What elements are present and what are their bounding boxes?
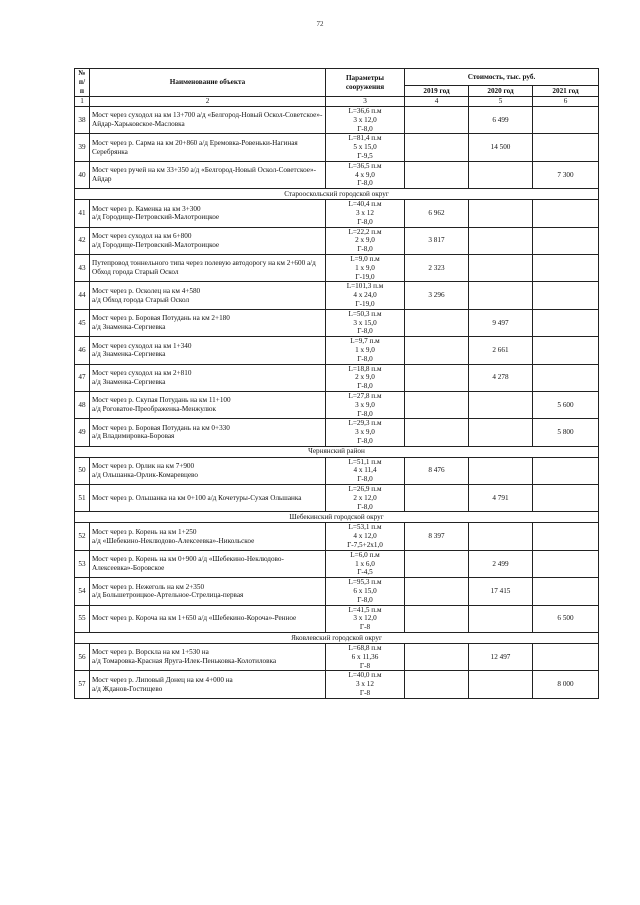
structure-params: L=36,5 п.м 4 x 9,0 Г-8,0 <box>326 161 405 188</box>
structure-params: L=95,3 п.м 6 x 15,0 Г-8,0 <box>326 578 405 605</box>
structure-params: L=18,8 п.м 2 x 9,0 Г-8,0 <box>326 364 405 391</box>
cost-2020 <box>469 523 533 550</box>
cost-2019 <box>405 107 469 134</box>
cost-2019: 8 397 <box>405 523 469 550</box>
structure-params: L=81,4 п.м 5 x 15,0 Г-9,5 <box>326 134 405 161</box>
section-title: Шебекинский городской округ <box>75 512 599 523</box>
cost-2021 <box>533 200 599 227</box>
cost-2019: 8 476 <box>405 457 469 484</box>
cost-2021: 5 800 <box>533 419 599 446</box>
row-number: 40 <box>75 161 90 188</box>
cost-2020: 12 497 <box>469 644 533 671</box>
row-number: 50 <box>75 457 90 484</box>
cost-2021 <box>533 337 599 364</box>
col-number: 3 <box>326 97 405 107</box>
table-row <box>75 107 599 134</box>
table-body <box>75 107 599 699</box>
cost-2019 <box>405 419 469 446</box>
cost-2020: 4 278 <box>469 364 533 391</box>
cost-2021 <box>533 578 599 605</box>
object-name: Мост через р. Скупая Потудань на км 11+100 а/д Роговатое-Преображенка-Менжулюк <box>90 391 326 418</box>
object-name: Мост через р. Короча на км 1+650 а/д «Шебекино-Короча»-Ренное <box>90 605 326 632</box>
structure-params: L=68,8 п.м 6 x 11,36 Г-8 <box>326 644 405 671</box>
table-row <box>75 282 599 309</box>
table-row <box>75 605 599 632</box>
header-cost: Стоимость, тыс. руб. <box>405 69 599 86</box>
object-name: Мост через суходол на км 6+800 а/д Городище-Петровский-Малотроицкое <box>90 227 326 254</box>
cost-2021: 8 000 <box>533 671 599 698</box>
cost-2020: 17 415 <box>469 578 533 605</box>
col-number: 4 <box>405 97 469 107</box>
object-name: Мост через р. Сарма на км 20+860 а/д Еремовка-Ровеньки-Нагиная Серебрянка <box>90 134 326 161</box>
row-number: 48 <box>75 391 90 418</box>
cost-2020 <box>469 457 533 484</box>
object-name: Мост через суходол на км 1+340 а/д Знаменка-Сергиевка <box>90 337 326 364</box>
cost-2019 <box>405 550 469 577</box>
object-name: Мост через р. Каменка на км 3+300 а/д Городище-Петровский-Малотроицкое <box>90 200 326 227</box>
header-year-2020: 2020 год <box>469 86 533 97</box>
row-number: 42 <box>75 227 90 254</box>
object-name: Мост через р. Корень на км 0+900 а/д «Шебекино-Неклюдово-Алексеевка»-Боровское <box>90 550 326 577</box>
object-name: Мост через р. Липовый Донец на км 4+000 на а/д Жданов-Гостищево <box>90 671 326 698</box>
object-name: Путепровод тоннельного типа через полевую автодорогу на км 2+600 а/д Обход города Старый Оскол <box>90 254 326 281</box>
section-title: Старооскольский городской округ <box>75 189 599 200</box>
cost-2019: 3 817 <box>405 227 469 254</box>
cost-2021 <box>533 523 599 550</box>
cost-2021 <box>533 485 599 512</box>
cost-2020: 4 791 <box>469 485 533 512</box>
cost-2020: 2 661 <box>469 337 533 364</box>
cost-2019 <box>405 134 469 161</box>
cost-2021: 6 500 <box>533 605 599 632</box>
header-name: Наименование объекта <box>90 69 326 97</box>
cost-2020: 9 497 <box>469 309 533 336</box>
cost-2021 <box>533 254 599 281</box>
structure-params: L=51,1 п.м 4 x 11,4 Г-8,0 <box>326 457 405 484</box>
table-row <box>75 200 599 227</box>
cost-2020 <box>469 671 533 698</box>
cost-2021 <box>533 227 599 254</box>
table-row <box>75 161 599 188</box>
cost-2021 <box>533 107 599 134</box>
row-number: 39 <box>75 134 90 161</box>
table-row <box>75 578 599 605</box>
section-row <box>75 189 599 200</box>
structure-params: L=50,3 п.м 3 x 15,0 Г-8,0 <box>326 309 405 336</box>
header-year-2021: 2021 год <box>533 86 599 97</box>
row-number: 47 <box>75 364 90 391</box>
cost-2021 <box>533 364 599 391</box>
cost-2020 <box>469 200 533 227</box>
object-name: Мост через р. Орлик на км 7+900 а/д Ольшанка-Орлик-Комаревцево <box>90 457 326 484</box>
structure-params: L=40,0 п.м 3 x 12 Г-8 <box>326 671 405 698</box>
object-name: Мост через ручей на км 33+350 а/д «Белгород-Новый Оскол-Советское»-Айдар <box>90 161 326 188</box>
structure-params: L=9,7 п.м 1 x 9,0 Г-8,0 <box>326 337 405 364</box>
table-row <box>75 457 599 484</box>
table-header <box>75 69 599 107</box>
cost-2019 <box>405 337 469 364</box>
structure-params: L=22,2 п.м 2 x 9,0 Г-8,0 <box>326 227 405 254</box>
cost-2019 <box>405 605 469 632</box>
cost-2020 <box>469 282 533 309</box>
structure-params: L=6,0 п.м 1 x 6,0 Г-4,5 <box>326 550 405 577</box>
section-row <box>75 633 599 644</box>
table-row <box>75 671 599 698</box>
row-number: 46 <box>75 337 90 364</box>
row-number: 56 <box>75 644 90 671</box>
bridge-cost-table <box>74 68 599 699</box>
object-name: Мост через р. Корень на км 1+250 а/д «Шебекино-Неклюдово-Алексеевка»-Никольское <box>90 523 326 550</box>
row-number: 44 <box>75 282 90 309</box>
table-row <box>75 644 599 671</box>
col-number: 2 <box>90 97 326 107</box>
col-number: 1 <box>75 97 90 107</box>
col-number: 5 <box>469 97 533 107</box>
cost-2021 <box>533 457 599 484</box>
cost-2021: 7 300 <box>533 161 599 188</box>
structure-params: L=40,4 п.м 3 x 12 Г-8,0 <box>326 200 405 227</box>
table-row <box>75 485 599 512</box>
page-number: 72 <box>316 20 324 28</box>
table-row <box>75 364 599 391</box>
row-number: 45 <box>75 309 90 336</box>
object-name: Мост через р. Ворскла на км 1+530 на а/д Томаровка-Красная Яруга-Илек-Пеньковка-Колотиловка <box>90 644 326 671</box>
row-number: 38 <box>75 107 90 134</box>
structure-params: L=41,5 п.м 3 x 12,0 Г-8 <box>326 605 405 632</box>
section-row <box>75 446 599 457</box>
section-title: Чернянский район <box>75 446 599 457</box>
cost-2019 <box>405 364 469 391</box>
cost-2019 <box>405 578 469 605</box>
cost-2021 <box>533 134 599 161</box>
cost-2020 <box>469 391 533 418</box>
object-name: Мост через суходол на км 13+700 а/д «Белгород-Новый Оскол-Советское»-Айдар-Харьковское-Масловка <box>90 107 326 134</box>
object-name: Мост через р. Осколец на км 4+580 а/д Обход города Старый Оскол <box>90 282 326 309</box>
cost-2020 <box>469 254 533 281</box>
object-name: Мост через р. Нежеголь на км 2+350 а/д Большетроицкое-Артельное-Стрелица-первая <box>90 578 326 605</box>
row-number: 55 <box>75 605 90 632</box>
header-year-2019: 2019 год <box>405 86 469 97</box>
row-number: 41 <box>75 200 90 227</box>
row-number: 49 <box>75 419 90 446</box>
table-row <box>75 227 599 254</box>
cost-2020: 6 499 <box>469 107 533 134</box>
table-row <box>75 309 599 336</box>
cost-2021 <box>533 282 599 309</box>
header-num: № п/п <box>75 69 90 97</box>
object-name: Мост через р. Боровая Потудань на км 0+330 а/д Владимировка-Боровая <box>90 419 326 446</box>
section-row <box>75 512 599 523</box>
table-row <box>75 523 599 550</box>
row-number: 51 <box>75 485 90 512</box>
cost-2021 <box>533 550 599 577</box>
cost-2021 <box>533 309 599 336</box>
table-row <box>75 254 599 281</box>
column-numbers-row <box>75 97 599 107</box>
row-number: 52 <box>75 523 90 550</box>
structure-params: L=26,9 п.м 2 x 12,0 Г-8,0 <box>326 485 405 512</box>
cost-2019: 6 962 <box>405 200 469 227</box>
structure-params: L=9,0 п.м 1 x 9,0 Г-19,0 <box>326 254 405 281</box>
row-number: 53 <box>75 550 90 577</box>
cost-2019: 2 323 <box>405 254 469 281</box>
cost-2020 <box>469 605 533 632</box>
table-row <box>75 419 599 446</box>
cost-2019 <box>405 485 469 512</box>
col-number: 6 <box>533 97 599 107</box>
cost-2019 <box>405 309 469 336</box>
table-row <box>75 337 599 364</box>
cost-2019 <box>405 391 469 418</box>
table-row <box>75 134 599 161</box>
object-name: Мост через р. Боровая Потудань на км 2+180 а/д Знаменка-Сергиевка <box>90 309 326 336</box>
header-params: Параметры сооружения <box>326 69 405 97</box>
object-name: Мост через суходол на км 2+810 а/д Знаменка-Сергиевка <box>90 364 326 391</box>
cost-2020: 14 500 <box>469 134 533 161</box>
object-name: Мост через р. Ольшанка на км 0+100 а/д Кочетуры-Сухая Ольшанка <box>90 485 326 512</box>
cost-2020 <box>469 227 533 254</box>
cost-2020 <box>469 161 533 188</box>
cost-2020: 2 499 <box>469 550 533 577</box>
structure-params: L=27,8 п.м 3 x 9,0 Г-8,0 <box>326 391 405 418</box>
cost-2019 <box>405 671 469 698</box>
table-row <box>75 550 599 577</box>
cost-2021 <box>533 644 599 671</box>
cost-2020 <box>469 419 533 446</box>
structure-params: L=36,6 п.м 3 x 12,0 Г-8,0 <box>326 107 405 134</box>
table-row <box>75 391 599 418</box>
structure-params: L=29,3 п.м 3 x 9,0 Г-8,0 <box>326 419 405 446</box>
cost-2019 <box>405 644 469 671</box>
row-number: 43 <box>75 254 90 281</box>
row-number: 57 <box>75 671 90 698</box>
cost-2021: 5 600 <box>533 391 599 418</box>
cost-2019 <box>405 161 469 188</box>
cost-2019: 3 296 <box>405 282 469 309</box>
structure-params: L=101,3 п.м 4 x 24,0 Г-19,0 <box>326 282 405 309</box>
section-title: Яковлевский городской округ <box>75 633 599 644</box>
structure-params: L=53,1 п.м 4 x 12,0 Г-7,5+2x1,0 <box>326 523 405 550</box>
row-number: 54 <box>75 578 90 605</box>
